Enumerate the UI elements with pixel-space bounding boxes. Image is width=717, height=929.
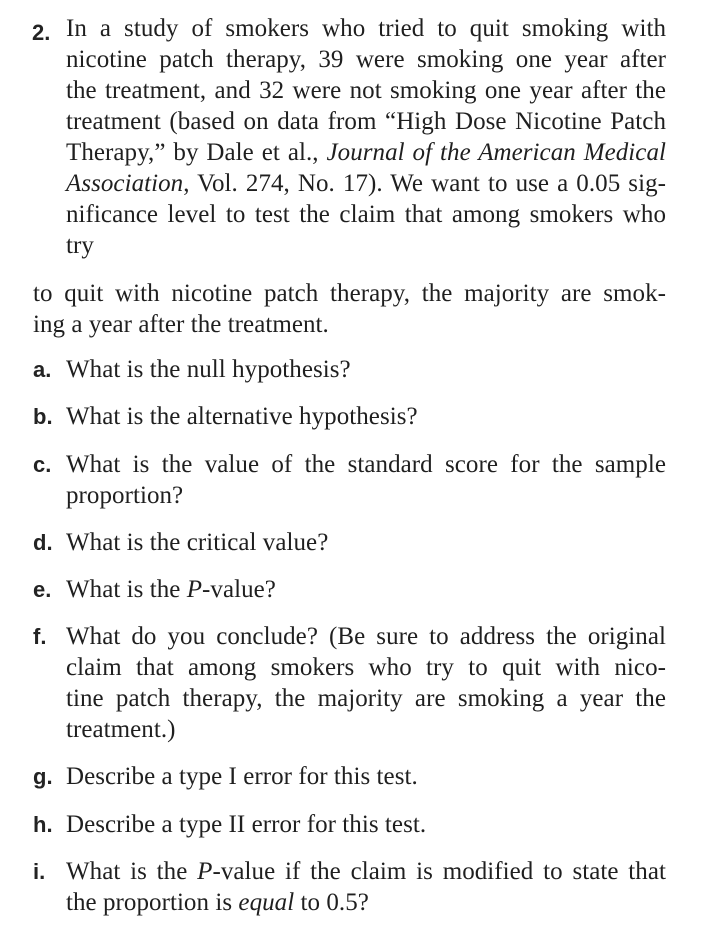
question-f-line-1: What do you conclude? (Be sure to address the original: [66, 623, 666, 650]
question-g-line-1: Describe a type I error for this test.: [66, 763, 418, 790]
question-a-text: [66, 354, 666, 385]
question-d-marker: d.: [33, 530, 53, 555]
problem-intro: [66, 13, 666, 261]
continuation-line-1: to quit with nicotine patch therapy, the majority are smok-: [33, 280, 666, 307]
question-b-line-1: What is the alternative hypothesis?: [66, 403, 418, 430]
question-i-text: [66, 856, 666, 918]
intro-line-5: [66, 137, 666, 168]
question-e-text: [66, 574, 666, 605]
question-b-marker: b.: [33, 404, 53, 429]
question-f-text: [66, 621, 666, 745]
intro-line-6: [66, 168, 666, 199]
question-e-text-part-2: -value?: [202, 576, 276, 603]
question-i-text-part-3: the proportion is: [66, 889, 239, 916]
question-g-marker: g.: [33, 764, 53, 789]
question-b-text: [66, 401, 666, 432]
problem-number: 2.: [32, 20, 51, 45]
question-i-line-1: [66, 856, 666, 887]
question-i-text-part-1: What is the: [66, 858, 198, 885]
question-h-line-1: Describe a type II error for this test.: [66, 811, 427, 838]
intro-line-3: the treatment, and 32 were not smoking one year after the: [66, 77, 666, 104]
question-d-text: [66, 527, 666, 558]
journal-title-part-2: Association: [66, 170, 184, 197]
question-a-marker: a.: [33, 357, 52, 382]
question-f-line-4: treatment.): [66, 716, 176, 743]
question-f-line-2: claim that among smokers who try to quit with nico-: [66, 654, 666, 681]
journal-title-part-1: Journal of the American Medical: [326, 139, 666, 166]
intro-line-1: In a study of smokers who tried to quit smoking with: [66, 15, 666, 42]
question-i-marker: i.: [33, 859, 46, 884]
continuation-line-2: ing a year after the treatment.: [33, 311, 329, 338]
question-i-line-2: [66, 887, 666, 918]
question-i-text-part-4: to 0.5?: [294, 889, 369, 916]
question-h-text: [66, 809, 666, 840]
intro-line-4: treatment (based on data from “High Dose Nicotine Patch: [66, 108, 666, 135]
question-c-text: [66, 449, 666, 511]
question-e-text-part-1: What is the: [66, 576, 187, 603]
question-e-line-1: [66, 574, 666, 605]
intro-line-7: nificance level to test the claim that among smokers who try: [66, 201, 666, 259]
question-e-marker: e.: [33, 577, 52, 602]
question-c-line-2: proportion?: [66, 482, 184, 509]
question-c-line-1: What is the value of the standard score for the sample: [66, 451, 666, 478]
question-i-equal-emphasis: equal: [238, 889, 295, 916]
question-e-p-variable: P: [186, 576, 203, 603]
intro-line-6-text: , Vol. 274, No. 17). We want to use a 0.05 sig-: [183, 170, 666, 197]
intro-line-5-text: Therapy,” by Dale et al.,: [66, 139, 327, 166]
question-h-marker: h.: [33, 812, 53, 837]
question-f-line-3: tine patch therapy, the majority are smoking a year the: [66, 685, 666, 712]
problem-continuation: [33, 278, 666, 340]
question-i-text-part-2: -value if the claim is modified to state that: [212, 858, 666, 885]
intro-line-2: nicotine patch therapy, 39 were smoking one year after: [66, 46, 666, 73]
question-g-text: [66, 761, 666, 792]
question-c-marker: c.: [33, 452, 52, 477]
question-f-marker: f.: [33, 624, 47, 649]
question-a-line-1: What is the null hypothesis?: [66, 356, 351, 383]
question-i-p-variable: P: [197, 858, 213, 885]
question-d-line-1: What is the critical value?: [66, 529, 329, 556]
